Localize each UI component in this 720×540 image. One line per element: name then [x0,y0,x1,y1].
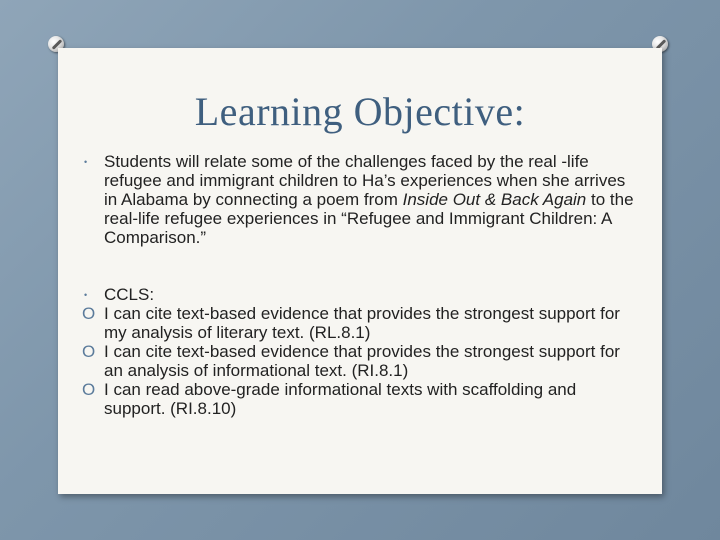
standard-text: I can cite text-based evidence that provides the strongest support for my analysis of literary text. (RL.8.1) [104,304,620,342]
standards-heading-item [82,285,642,304]
standard-item [82,304,642,342]
standards-heading: CCLS: [104,285,155,304]
book-title: Inside Out & Back Again [402,190,587,209]
slide-content [82,152,642,418]
ring-bullet-icon: O [82,342,96,361]
objective-item [82,152,642,247]
slide-title: Learning Objective: [194,89,526,134]
standard-text: I can cite text-based evidence that provides the strongest support for an analysis of informational text. (RI.8.1) [104,342,620,380]
objective-text: Students will relate some of the challenges faced by the real -life refugee and immigrant children to Ha’s experiences when she arrives in Alabama by connecting a poem from Inside Out & Back Again to the real-life refugee experiences in “Refugee and Immigrant Children: A Comparison.” [104,152,634,247]
dot-bullet-icon: • [84,157,88,167]
ring-bullet-icon: O [82,304,96,323]
standard-text: I can read above-grade informational texts with scaffolding and support. (RI.8.10) [104,380,577,418]
ring-bullet-icon: O [82,380,96,399]
standard-item [82,380,642,418]
standard-item [82,342,642,380]
dot-bullet-icon: • [84,290,88,300]
